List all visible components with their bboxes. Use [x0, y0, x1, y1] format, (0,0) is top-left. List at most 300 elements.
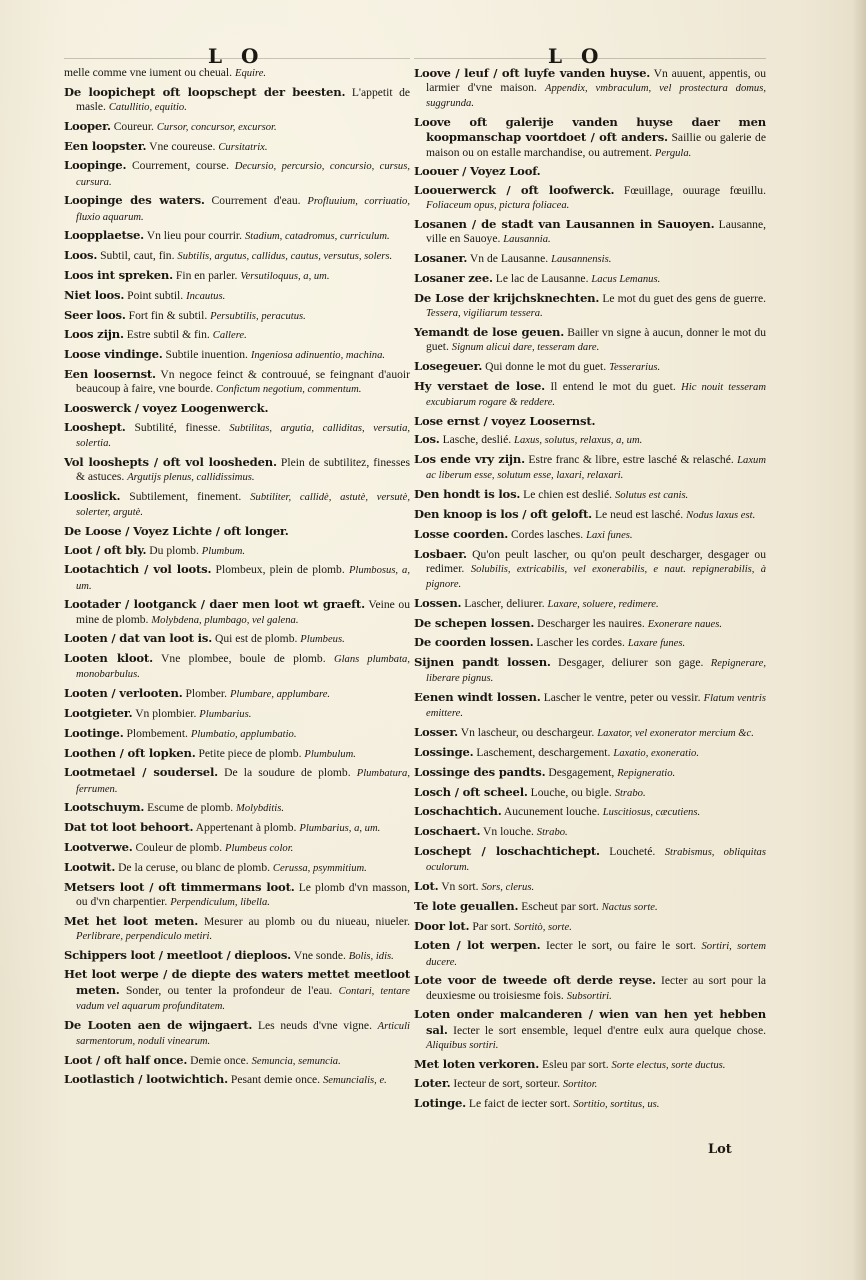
- dictionary-entry: [414, 414, 766, 429]
- latin-equivalent: Bolis, idis.: [348, 950, 394, 962]
- right-column: [414, 66, 766, 1116]
- dictionary-entry: [64, 820, 410, 836]
- headword: Losbaer.: [414, 546, 467, 561]
- headword: Loothen / oft lopken.: [64, 745, 196, 760]
- latin-equivalent: Plumbare, applumbare.: [229, 689, 331, 701]
- dictionary-entry: [414, 66, 766, 112]
- headword: Looslick.: [64, 488, 121, 503]
- french-definition: Subtilité, finesse.: [134, 420, 221, 434]
- french-definition: Vn negoce feinct & controuué, se feingnant d'auoir beaucoup à faire, vne bourde.: [76, 367, 410, 396]
- french-definition: Plombeux, plein de plomb.: [215, 563, 345, 577]
- latin-equivalent: Plumbarius.: [199, 708, 252, 720]
- latin-equivalent: Signum alicui dare, tesseram dare.: [451, 342, 600, 353]
- headword: Door lot.: [414, 918, 470, 933]
- french-definition: Vn sort.: [441, 879, 479, 893]
- dictionary-entry: [414, 919, 766, 935]
- headword: Te lote geuallen.: [414, 898, 519, 913]
- french-definition: Saillie ou galerie de maison ou on estalle marchandise, ou autrement.: [426, 131, 766, 159]
- latin-equivalent: Versutiloquus, a, um.: [240, 270, 330, 282]
- headword: Los.: [414, 432, 440, 447]
- latin-equivalent: Incautus.: [186, 290, 226, 302]
- headword: Lootmetael / soudersel.: [64, 765, 219, 780]
- french-definition: Le lac de Lausanne.: [495, 272, 589, 285]
- headword: Sijnen pandt lossen.: [414, 655, 551, 670]
- catchword: Lot: [708, 1142, 732, 1157]
- dictionary-entry: [414, 655, 766, 686]
- latin-equivalent: Plumbeus color.: [225, 842, 294, 854]
- latin-equivalent: Stadium, catadromus, curriculum.: [244, 231, 390, 243]
- french-definition: Le faict de iecter sort.: [468, 1097, 571, 1111]
- headword: Het loot werpe / de diepte des waters mettet meetloot meten.: [64, 967, 410, 997]
- latin-equivalent: Nodus laxus est.: [686, 509, 756, 521]
- french-definition: Iecteur de sort, sorteur.: [453, 1077, 560, 1091]
- french-definition: Pesant demie once.: [230, 1073, 321, 1087]
- headword: Loot / oft half once.: [64, 1052, 188, 1067]
- headword: Lot.: [414, 878, 439, 893]
- latin-equivalent: Cursitatrix.: [218, 141, 268, 153]
- french-definition: Plein de subtilitez, finesses & astuces.: [76, 455, 410, 483]
- headword: Met loten verkoren.: [414, 1056, 540, 1071]
- dictionary-entry: [414, 1076, 766, 1092]
- latin-equivalent: Strabo.: [614, 787, 646, 799]
- french-definition: Loucheté.: [609, 844, 656, 858]
- latin-equivalent: Plumbosus, a, um.: [76, 565, 410, 592]
- headword: De Lose der krijchsknechten.: [414, 290, 600, 305]
- french-definition: Demie once.: [190, 1053, 249, 1067]
- latin-equivalent: Contari, tentare vadum vel aquarum profunditatem.: [76, 985, 410, 1012]
- french-definition: Il entend le mot du guet.: [550, 379, 676, 393]
- dictionary-entry: [64, 1053, 410, 1069]
- headword: Loten / lot werpen.: [414, 938, 541, 953]
- latin-equivalent: Plumbatio, applumbatio.: [190, 728, 297, 740]
- french-definition: Petite piece de plomb.: [198, 746, 302, 760]
- french-definition: Courrement, course.: [131, 159, 230, 173]
- french-definition: melle comme vne iument ou cheual.: [64, 66, 233, 79]
- headword: Hy verstaet de lose.: [414, 378, 545, 393]
- latin-equivalent: Laxum ac liberum esse, solutum esse, laxari, relaxari.: [426, 455, 766, 482]
- dictionary-entry: [414, 725, 766, 741]
- french-definition: Lascher, deliurer.: [464, 596, 545, 610]
- headword: Lootgieter.: [64, 705, 133, 720]
- dictionary-entry: [64, 420, 410, 451]
- french-definition: Iecter au sort pour la deuxiesme ou troisiesme fois.: [426, 974, 767, 1002]
- headword: Den hondt is los.: [414, 487, 521, 502]
- headword: Looten / verlooten.: [64, 686, 183, 701]
- latin-equivalent: Exonerare naues.: [647, 618, 723, 630]
- french-definition: Vn lascheur, ou deschargeur.: [460, 726, 595, 740]
- latin-equivalent: Aliquibus sortiri.: [426, 1039, 499, 1051]
- dictionary-entry: [414, 765, 766, 781]
- latin-equivalent: Plumbarius, a, um.: [299, 823, 381, 835]
- headword: Losse coorden.: [414, 526, 509, 541]
- latin-equivalent: Sortitò, sorte.: [513, 921, 572, 933]
- latin-equivalent: Cerussa, psymmitium.: [272, 862, 367, 874]
- headword: Lootwit.: [64, 859, 116, 874]
- latin-equivalent: Strabo.: [536, 827, 568, 839]
- dictionary-entry: [64, 800, 410, 816]
- dictionary-entry: [64, 706, 410, 722]
- latin-equivalent: Semuncialis, e.: [322, 1075, 387, 1087]
- headword: Loove / leuf / oft luyfe vanden huyse.: [414, 66, 651, 80]
- headword: Loos int spreken.: [64, 267, 173, 282]
- dictionary-entry: [64, 726, 410, 742]
- latin-equivalent: Solubilis, extricabilis, vel exonerabilis, e naut. repignerabilis, à pignore.: [426, 563, 766, 590]
- french-definition: Fort fin & subtil.: [128, 308, 208, 322]
- french-definition: Vn louche.: [483, 825, 534, 839]
- dictionary-entry: [64, 288, 410, 304]
- french-definition: Lascher les cordes.: [536, 636, 625, 650]
- headword: Schippers loot / meetloot / dieploos.: [64, 947, 291, 962]
- dictionary-entry: [414, 271, 766, 287]
- headword: Lose ernst / voyez Loosernst.: [414, 413, 596, 428]
- latin-equivalent: Cursor, concursor, excursor.: [156, 121, 277, 133]
- headword: Lootschuym.: [64, 800, 145, 815]
- headword: Lootinge.: [64, 725, 124, 740]
- french-definition: Plomber.: [185, 687, 228, 701]
- headword: De coorden lossen.: [414, 635, 534, 650]
- dictionary-entry: [64, 914, 410, 944]
- latin-equivalent: Argutijs plenus, callidissimus.: [127, 471, 255, 483]
- french-definition: Qu'on peult lascher, ou qu'on peult descharger, desgager ou redimer.: [426, 547, 766, 575]
- french-definition: Mesurer au plomb ou du niueau, niueler.: [204, 914, 411, 928]
- headword: Niet loos.: [64, 287, 125, 302]
- french-definition: Lascher le ventre, peter ou vessir.: [543, 691, 701, 705]
- latin-equivalent: Equire.: [234, 68, 267, 79]
- french-definition: Vne plombee, boule de plomb.: [161, 652, 326, 666]
- latin-equivalent: Lausannensis.: [551, 254, 612, 266]
- dictionary-entry: [414, 844, 766, 875]
- dictionary-entry: [414, 785, 766, 801]
- french-definition: Lasche, deslié.: [442, 433, 512, 447]
- latin-equivalent: Sortitor.: [562, 1079, 598, 1091]
- french-definition: Desgager, deliurer son gage.: [558, 656, 704, 670]
- dictionary-entry: [64, 401, 410, 416]
- latin-equivalent: Laxator, vel exonerator mercium &c.: [597, 728, 754, 740]
- dictionary-entry: [414, 804, 766, 820]
- dictionary-entry: [414, 325, 766, 355]
- latin-equivalent: Hic nouit tesseram excubiarum rogare & reddere.: [426, 381, 766, 408]
- french-definition: Vn lieu pour courrir.: [146, 229, 243, 243]
- headword: Lote voor de tweede oft derde reyse.: [414, 973, 656, 988]
- dictionary-entry: [414, 487, 766, 503]
- latin-equivalent: Laxi funes.: [586, 529, 633, 541]
- dictionary-entry: [64, 119, 410, 135]
- latin-equivalent: Repigneratio.: [617, 767, 676, 779]
- french-definition: Louche, ou bigle.: [530, 785, 612, 799]
- dictionary-entry: [64, 193, 410, 224]
- latin-equivalent: Laxus, solutus, relaxus, a, um.: [514, 435, 643, 447]
- headword: Lossinge des pandts.: [414, 764, 546, 779]
- french-definition: Bailler vn signe à aucun, donner le mot du guet.: [426, 325, 766, 353]
- french-definition: Escheut par sort.: [521, 899, 599, 913]
- dictionary-entry: [414, 217, 766, 247]
- french-definition: Le chien est deslié.: [523, 488, 613, 502]
- dictionary-entry: [64, 543, 410, 559]
- dictionary-entry: [414, 1096, 766, 1112]
- latin-equivalent: Pergula.: [654, 147, 692, 159]
- latin-equivalent: Tessera, vigiliarum tessera.: [426, 308, 543, 319]
- french-definition: Appertenant à plomb.: [195, 821, 297, 835]
- french-definition: Le neud est lasché.: [594, 507, 684, 521]
- latin-equivalent: Plumbatura, ferrumen.: [76, 768, 410, 795]
- dictionary-entry: [414, 596, 766, 612]
- french-definition: Aucunement louche.: [503, 805, 600, 819]
- french-definition: Vn plombier.: [135, 706, 197, 720]
- dictionary-entry: [64, 562, 410, 593]
- french-definition: Coureur.: [113, 119, 154, 133]
- french-definition: Descharger les nauires.: [537, 616, 645, 630]
- headword: Lossen.: [414, 595, 462, 610]
- dictionary-entry: [64, 228, 410, 244]
- latin-equivalent: Catullitio, equitio.: [108, 102, 187, 113]
- latin-equivalent: Subsortiri.: [566, 990, 612, 1002]
- french-definition: Iecter le sort, ou faire le sort.: [546, 939, 696, 953]
- latin-equivalent: Sortitio, sortitus, us.: [573, 1099, 660, 1111]
- headword: Loos.: [64, 248, 98, 263]
- headword: Metsers loot / oft timmermans loot.: [64, 879, 295, 894]
- dictionary-entry: [414, 527, 766, 543]
- headword: De schepen lossen.: [414, 615, 535, 630]
- latin-equivalent: Confictum negotium, commentum.: [216, 384, 362, 396]
- dictionary-entry: [414, 690, 766, 721]
- latin-equivalent: Plumbum.: [201, 545, 246, 557]
- headword: De Loose / Voyez Lichte / oft longer.: [64, 523, 289, 538]
- headword: Loove oft galerije vanden huyse daer men koopmanschap voortdoet / oft anders.: [414, 115, 766, 145]
- headword: Eenen windt lossen.: [414, 690, 541, 705]
- latin-equivalent: Foliaceum opus, pictura foliacea.: [426, 200, 570, 212]
- dictionary-entry: [64, 85, 410, 115]
- latin-equivalent: Nactus sorte.: [601, 901, 658, 913]
- french-definition: De la soudure de plomb.: [224, 766, 351, 780]
- french-definition: Veine ou mine de plomb.: [76, 598, 410, 626]
- headword: Een loosernst.: [64, 366, 156, 381]
- latin-equivalent: Flatum ventris emittere.: [426, 693, 766, 720]
- dictionary-entry: [64, 880, 410, 910]
- latin-equivalent: Lacus Lemanus.: [591, 274, 661, 285]
- latin-equivalent: Molybditis.: [236, 803, 285, 815]
- dictionary-entry: [64, 367, 410, 397]
- headword: Looshept.: [64, 419, 126, 434]
- headword: Lossinge.: [414, 744, 474, 759]
- headword: Loouer / Voyez Loof.: [414, 164, 541, 179]
- headword: Den knoop is los / oft geloft.: [414, 506, 593, 521]
- dictionary-entry: [414, 616, 766, 632]
- latin-equivalent: Articuli sarmentorum, noduli vinearum.: [76, 1020, 410, 1047]
- headword: Losser.: [414, 725, 458, 740]
- headword: Loopinge des waters.: [64, 193, 205, 208]
- dictionary-entry: [64, 66, 410, 81]
- french-definition: Laschement, deschargement.: [476, 745, 611, 759]
- french-definition: Cordes lasches.: [511, 527, 584, 541]
- headword: Looswerck / voyez Loogenwerck.: [64, 400, 269, 415]
- latin-equivalent: Tesserarius.: [609, 361, 661, 373]
- dictionary-entry: [64, 631, 410, 647]
- latin-equivalent: Strabismus, obliquitas oculorum.: [426, 846, 766, 874]
- latin-equivalent: Laxare, soluere, redimere.: [547, 598, 659, 610]
- dictionary-entry: [64, 686, 410, 702]
- headword: Yemandt de lose geuen.: [414, 324, 565, 339]
- dictionary-entry: [64, 651, 410, 682]
- dictionary-entry: [414, 635, 766, 651]
- french-definition: Subtile inuention.: [165, 348, 248, 362]
- left-column: [64, 66, 410, 1092]
- dictionary-entry: [64, 746, 410, 762]
- latin-equivalent: Subtilis, argutus, callidus, cautus, versutus, solers.: [177, 251, 393, 263]
- dictionary-entry: [414, 547, 766, 593]
- french-definition: Subtilement, finement.: [129, 489, 242, 503]
- dictionary-entry: [64, 840, 410, 856]
- dictionary-entry: [64, 158, 410, 189]
- dictionary-entry: [64, 765, 410, 796]
- dictionary-entry: [414, 1057, 766, 1073]
- headword: Loot / oft bly.: [64, 542, 147, 557]
- headword: Loter.: [414, 1076, 451, 1091]
- french-definition: Vne sonde.: [293, 948, 346, 962]
- french-definition: L'appetit de masle.: [76, 85, 411, 113]
- dictionary-entry: [64, 139, 410, 155]
- dictionary-entry: [414, 359, 766, 375]
- latin-equivalent: Sors, clerus.: [481, 881, 535, 893]
- latin-equivalent: Perlibrare, perpendiculo metiri.: [76, 930, 213, 942]
- headword: Los ende vry zijn.: [414, 452, 525, 467]
- headword: Lootlastich / lootwichtich.: [64, 1072, 228, 1087]
- headword: De Looten aen de wijngaert.: [64, 1017, 253, 1032]
- french-definition: Estre franc & libre, estre lasché & relasché.: [528, 453, 734, 467]
- headword: Lootachtich / vol loots.: [64, 562, 212, 577]
- headword: Looper.: [64, 118, 111, 133]
- latin-equivalent: Subtiliter, callidè, astutè, versutè, solerter, argutè.: [76, 491, 410, 518]
- latin-equivalent: Laxare funes.: [627, 638, 686, 650]
- latin-equivalent: Lausannia.: [503, 234, 551, 246]
- headword: Lotinge.: [414, 1096, 466, 1111]
- headword: De loopichept oft loopschept der beesten.: [64, 84, 346, 99]
- dictionary-entry: [414, 507, 766, 523]
- french-definition: De la ceruse, ou blanc de plomb.: [118, 860, 271, 874]
- headword: Losaner zee.: [414, 271, 493, 285]
- french-definition: Le mot du guet des gens de guerre.: [602, 291, 767, 305]
- dictionary-entry: [64, 948, 410, 964]
- headword: Vol looshepts / oft vol loosheden.: [64, 454, 277, 469]
- latin-equivalent: Solutus est canis.: [614, 490, 689, 502]
- dictionary-entry: [64, 248, 410, 264]
- latin-equivalent: Glans plumbata, monobarbulus.: [76, 654, 410, 681]
- latin-equivalent: Repignerare, liberare pignus.: [426, 658, 766, 685]
- french-definition: Qui est de plomb.: [214, 632, 298, 646]
- dictionary-entry: [64, 967, 410, 1014]
- latin-equivalent: Luscitiosus, cæcutiens.: [602, 807, 701, 819]
- dictionary-entry: [64, 860, 410, 876]
- french-definition: Les neuds d'vne vigne.: [257, 1018, 372, 1032]
- latin-equivalent: Plumbulum.: [304, 748, 356, 760]
- latin-equivalent: Semuncia, semuncia.: [251, 1055, 341, 1067]
- latin-equivalent: Plumbeus.: [300, 634, 345, 646]
- running-header-right: L O: [548, 44, 605, 68]
- latin-equivalent: Subtilitas, argutia, calliditas, versutia, solertia.: [76, 422, 411, 449]
- dictionary-entry: [414, 115, 766, 161]
- french-definition: Le plomb d'vn masson, ou d'vn charpentier.: [76, 880, 411, 908]
- headword: Met het loot meten.: [64, 913, 199, 928]
- latin-equivalent: Laxatio, exoneratio.: [613, 747, 699, 759]
- dictionary-entry: [414, 291, 766, 321]
- headword: Loschept / loschachtichept.: [414, 843, 600, 858]
- dictionary-entry: [64, 1072, 410, 1088]
- headword: Loose vindinge.: [64, 347, 163, 362]
- dictionary-entry: [414, 899, 766, 915]
- latin-equivalent: Decursio, percursio, concursio, cursus, cursura.: [76, 161, 410, 188]
- latin-equivalent: Sortiri, sortem ducere.: [426, 941, 766, 968]
- dictionary-entry: [414, 379, 766, 410]
- headword: Lootverwe.: [64, 839, 133, 854]
- headword: Losaner.: [414, 251, 468, 266]
- dictionary-entry: [64, 489, 410, 520]
- headword: Een loopster.: [64, 138, 147, 153]
- french-definition: Subtil, caut, fin.: [100, 249, 175, 263]
- french-definition: Courrement d'eau.: [211, 194, 301, 208]
- headword: Dat tot loot behoort.: [64, 820, 194, 835]
- french-definition: Lausanne, ville en Sauoye.: [426, 218, 766, 246]
- dictionary-entry: [64, 524, 410, 539]
- headword: Loouerwerck / oft loofwerck.: [414, 183, 615, 198]
- headword: Losch / oft scheel.: [414, 784, 528, 799]
- dictionary-entry: [64, 268, 410, 284]
- headword: Losanen / de stadt van Lausannen in Sauoyen.: [414, 217, 715, 232]
- headword: Losegeuer.: [414, 358, 483, 373]
- latin-equivalent: Sorte electus, sorte ductus.: [611, 1059, 726, 1071]
- latin-equivalent: Ingeniosa adinuentio, machina.: [250, 350, 386, 362]
- dictionary-entry: [64, 597, 410, 627]
- latin-equivalent: Molybdena, plumbago, vel galena.: [151, 614, 299, 626]
- latin-equivalent: Appendix, vmbraculum, vel prostectura domus, suggrunda.: [426, 83, 766, 110]
- french-definition: Escume de plomb.: [147, 801, 234, 815]
- headword: Loos zijn.: [64, 327, 124, 342]
- latin-equivalent: Profluuium, corriuatio, fluxio aquarum.: [76, 196, 411, 223]
- dictionary-entry: [414, 183, 766, 213]
- headword: Loschachtich.: [414, 804, 502, 819]
- dictionary-entry: [414, 432, 766, 448]
- french-definition: Point subtil.: [127, 288, 184, 302]
- latin-equivalent: Perpendiculum, libella.: [170, 896, 270, 908]
- dictionary-entry: [414, 824, 766, 840]
- dictionary-entry: [64, 1018, 410, 1049]
- headword: Loten onder malcanderen / wien van hen yet hebben sal.: [414, 1007, 766, 1037]
- french-definition: Fin en parler.: [175, 268, 238, 282]
- french-definition: Plombement.: [126, 726, 188, 740]
- dictionary-entry: [414, 1007, 766, 1053]
- dictionary-entry: [414, 251, 766, 267]
- french-definition: Du plomb.: [149, 543, 199, 557]
- headword: Loschaert.: [414, 824, 481, 839]
- french-definition: Qui donne le mot du guet.: [485, 359, 607, 373]
- latin-equivalent: Callere.: [212, 330, 247, 342]
- dictionary-entry: [414, 938, 766, 969]
- dictionary-entry: [64, 327, 410, 343]
- headword: Loopinge.: [64, 158, 127, 173]
- headword: Looten kloot.: [64, 651, 153, 666]
- dictionary-entry: [414, 164, 766, 179]
- french-definition: Iecter le sort ensemble, lequel d'entre eulx aura quelque chose.: [453, 1023, 766, 1037]
- french-definition: Par sort.: [472, 919, 511, 933]
- dictionary-entry: [64, 308, 410, 324]
- french-definition: Couleur de plomb.: [135, 840, 223, 854]
- headword: Loopplaetse.: [64, 228, 145, 243]
- headword: Lootader / lootganck / daer men loot wt graeft.: [64, 597, 365, 612]
- french-definition: Esleu par sort.: [541, 1057, 609, 1071]
- dictionary-entry: [414, 452, 766, 483]
- dictionary-entry: [414, 973, 766, 1003]
- french-definition: Vn auuent, appentis, ou larmier d'vne maison.: [426, 67, 767, 95]
- dictionary-entry: [414, 879, 766, 895]
- dictionary-entry: [414, 745, 766, 761]
